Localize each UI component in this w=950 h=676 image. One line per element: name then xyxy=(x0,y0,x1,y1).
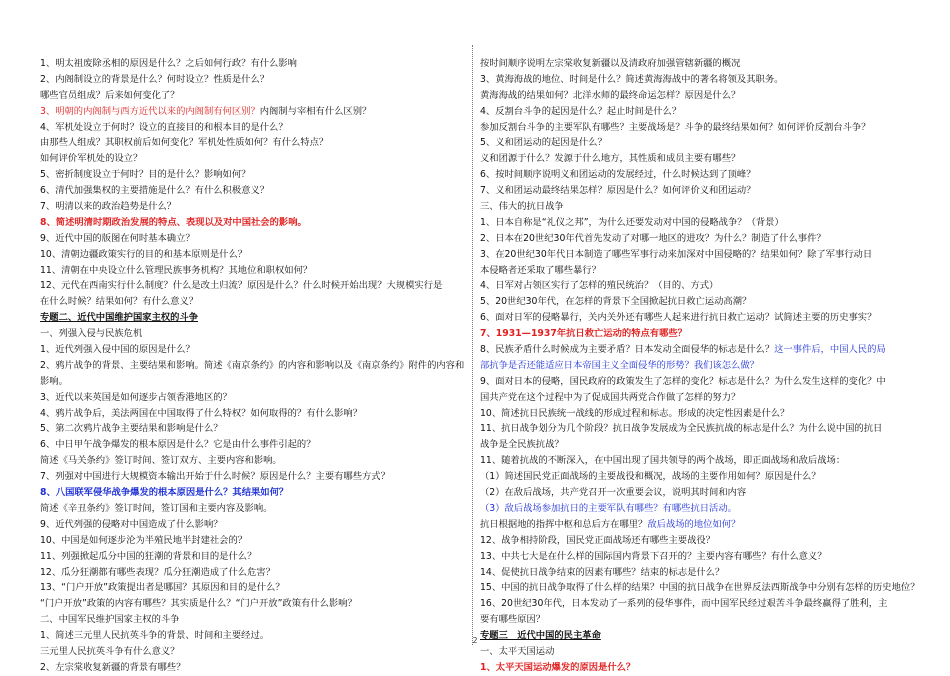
line-text: 7、列强对中国进行大规模资本输出开始于什么时候？原因是什么？主要有哪些方式？ xyxy=(40,471,390,483)
text-line xyxy=(480,120,920,136)
line-text: 2、日本在20世纪30年代首先发动了对哪一地区的进攻？为什么？制造了什么事件？ xyxy=(480,232,826,244)
text-line xyxy=(480,421,920,437)
line-text: 4、军机处设立于何时？设立的直接目的和根本目的是什么？ xyxy=(40,121,288,133)
text-line xyxy=(480,453,920,469)
text-line xyxy=(40,406,472,422)
text-line xyxy=(480,88,920,104)
line-text: 3、在20世纪30年代日本制造了哪些军事行动来加深对中国侵略的？结果如何？除了军事行动日 xyxy=(480,248,873,260)
text-line xyxy=(40,485,472,501)
line-text: 国共产党在这个过程中为了促成国共两党合作做了怎样的努力？ xyxy=(480,391,741,403)
text-line xyxy=(480,215,920,231)
line-text: 1、太平天国运动爆发的原因是什么？ xyxy=(480,661,636,673)
line-text: 影响。 xyxy=(40,375,68,387)
line-text: 部抗争是否还能适应日本帝国主义全面侵华的形势？我们该怎么做？ xyxy=(480,359,759,371)
line-text: 5、密折制度设立于何时？目的是什么？影响如何？ xyxy=(40,169,251,181)
text-line xyxy=(480,501,920,517)
text-line xyxy=(40,247,472,263)
text-line xyxy=(40,453,472,469)
line-text: 2、左宗棠收复新疆的背景有哪些？ xyxy=(40,661,186,673)
line-text: 1、日本自称是“礼仪之邦”，为什么还要发动对中国的侵略战争？（背景） xyxy=(480,216,784,228)
text-line xyxy=(480,580,920,596)
text-line xyxy=(480,469,920,485)
text-line xyxy=(40,120,472,136)
line-text: 要有哪些原因？ xyxy=(480,614,546,626)
text-line xyxy=(40,88,472,104)
text-line xyxy=(480,437,920,453)
line-text: 10、简述抗日民族统一战线的形成过程和标志。形成的决定性因素是什么？ xyxy=(480,407,790,419)
line-text: 2、鸦片战争的背景、主要结果和影响。简述《南京条约》的内容和影响以及《南京条约》附件的内容和 xyxy=(40,359,465,371)
text-line xyxy=(480,104,920,120)
text-line xyxy=(40,565,472,581)
line-text: 战争是全民族抗战？ xyxy=(480,439,564,451)
line-text: 简述《辛丑条约》签订时间，签订国和主要内容及影响。 xyxy=(40,502,273,514)
line-text: 12、瓜分狂潮都有哪些表现？瓜分狂潮造成了什么危害？ xyxy=(40,566,275,578)
line-text: 一、列强入侵与民族危机 xyxy=(40,328,143,340)
line-text: 11、随着抗战的不断深入，在中国出现了国共领导的两个战场，即正面战场和敌后战场： xyxy=(480,455,846,467)
line-text: 本侵略者还采取了哪些暴行？ xyxy=(480,264,601,276)
line-text: （3）敌后战场参加抗日的主要军队有哪些？有哪些抗日活动。 xyxy=(480,502,737,514)
line-text: 三、伟大的抗日战争 xyxy=(480,201,564,213)
text-line xyxy=(480,549,920,565)
text-line xyxy=(40,151,472,167)
line-text: （2）在敌后战场，共产党召开一次重要会议，说明其时间和内容 xyxy=(480,487,747,499)
text-line xyxy=(480,660,920,676)
line-text: 如何评价军机处的设立？ xyxy=(40,153,143,165)
line-text: （1）简述国民党正面战场的主要战役和概况，战场的主要作用如何？原因是什么？ xyxy=(480,471,821,483)
text-line xyxy=(40,612,472,628)
line-text: 10、中国是如何逐步沦为半殖民地半封建社会的？ xyxy=(40,534,248,546)
line-text: 13、“门户开放”政策提出者是哪国？其原因和目的是什么？ xyxy=(40,582,285,594)
text-line xyxy=(480,485,920,501)
text-line xyxy=(480,183,920,199)
line-text: 7、义和团运动最终结果怎样？原因是什么？如何评价义和团运动？ xyxy=(480,185,756,197)
line-text: 13、中共七大是在什么样的国际国内背景下召开的？主要内容有哪些？有什么意义？ xyxy=(480,550,827,562)
line-text: 专题二、近代中国维护国家主权的斗争 xyxy=(40,312,199,324)
text-line xyxy=(480,374,920,390)
text-line xyxy=(40,644,472,660)
line-text: 9、近代列强的侵略对中国造成了什么影响？ xyxy=(40,518,223,530)
line-text: 11、列强掀起瓜分中国的狂潮的背景和目的是什么？ xyxy=(40,550,257,562)
line-text: 4、反割台斗争的起因是什么？起止时间是什么？ xyxy=(480,105,682,117)
text-line xyxy=(480,358,920,374)
text-line xyxy=(40,72,472,88)
text-line xyxy=(40,310,472,326)
line-text: 在什么时候？结果如何？有什么意义？ xyxy=(40,296,199,308)
text-line xyxy=(40,374,472,390)
text-line xyxy=(480,644,920,660)
text-line xyxy=(40,549,472,565)
text-line xyxy=(480,517,920,533)
text-line xyxy=(40,580,472,596)
text-line xyxy=(40,263,472,279)
text-line xyxy=(480,390,920,406)
line-text: 11、抗日战争划分为几个阶段？抗日战争发展成为全民族抗战的标志是什么？为什么说中国的抗日 xyxy=(480,423,883,435)
text-line xyxy=(480,247,920,263)
text-line xyxy=(480,294,920,310)
text-line xyxy=(480,612,920,628)
text-line xyxy=(40,533,472,549)
line-text: 简述《马关条约》签订时间、签订双方、主要内容和影响。 xyxy=(40,455,282,467)
text-line xyxy=(40,421,472,437)
page-number: 2 xyxy=(472,636,478,645)
line-text: 8、民族矛盾什么时候成为主要矛盾？日本发动全面侵华的标志是什么？ xyxy=(480,344,775,356)
text-line xyxy=(480,533,920,549)
line-text: 16、20世纪30年代，日本发动了一系列的侵华事件，而中国军民经过艰苦斗争最终赢得了胜利，主 xyxy=(480,598,888,610)
line-text: 7、1931—1937年抗日救亡运动的特点有哪些？ xyxy=(480,328,687,340)
text-line xyxy=(40,501,472,517)
text-line xyxy=(40,596,472,612)
line-text: 1、简述三元里人民抗英斗争的背景、时间和主要经过。 xyxy=(40,630,270,642)
line-text: 5、第二次鸦片战争主要结果和影响是什么？ xyxy=(40,423,223,435)
line-text: 1、明太祖废除丞相的原因是什么？之后如何行政？有什么影响 xyxy=(40,58,297,69)
line-text: 哪些官员组成？后来如何变化了？ xyxy=(40,89,180,101)
line-text: 3、明朝的内阁制与西方近代以来的内阁制有何区别？ xyxy=(40,105,260,117)
text-line xyxy=(40,104,472,120)
line-text: 5、20世纪30年代，在怎样的背景下全国掀起抗日救亡运动高潮？ xyxy=(480,296,752,308)
line-text: 10、清朝边疆政策实行的目的和基本原则是什么？ xyxy=(40,248,248,260)
text-line xyxy=(40,294,472,310)
line-text: 4、鸦片战争后，美法两国在中国取得了什么特权？如何取得的？有什么影响？ xyxy=(40,407,363,419)
text-line xyxy=(40,231,472,247)
text-line xyxy=(480,56,920,72)
text-line xyxy=(40,56,472,72)
text-line xyxy=(40,326,472,342)
text-line xyxy=(40,469,472,485)
text-line xyxy=(40,278,472,294)
line-text: 3、黄海海战的地位、时间是什么？简述黄海海战中的著名将领及其职务。 xyxy=(480,73,784,85)
text-line xyxy=(480,151,920,167)
line-text: 专题三 近代中国的民主革命 xyxy=(480,630,601,642)
line-text: 按时间顺序说明左宗棠收复新疆以及清政府加强管辖新疆的概况 xyxy=(480,58,741,69)
column-divider xyxy=(472,45,473,645)
text-line xyxy=(480,596,920,612)
line-text: 2、内阁制设立的背景是什么？何时设立？性质是什么？ xyxy=(40,73,270,85)
text-line xyxy=(480,310,920,326)
text-line xyxy=(480,72,920,88)
text-line xyxy=(40,390,472,406)
text-line xyxy=(40,437,472,453)
text-line xyxy=(40,183,472,199)
line-text: 15、中国的抗日战争取得了什么样的结果？中国的抗日战争在世界反法西斯战争中分别有怎样的历史地位？ xyxy=(480,582,920,594)
line-text: 8、简述明清时期政治发展的特点、表现以及对中国社会的影响。 xyxy=(40,216,307,228)
line-text: 11、清朝在中央设立什么管理民族事务机构？其地位和职权如何？ xyxy=(40,264,313,276)
text-line xyxy=(40,135,472,151)
line-text: 5、义和团运动的起因是什么？ xyxy=(480,137,607,149)
text-line xyxy=(480,199,920,215)
line-text: 12、元代在西南实行什么制度？什么是改土归流？原因是什么？什么时候开始出现？大规模实行是 xyxy=(40,280,443,292)
line-text: 三元里人民抗英斗争有什么意义？ xyxy=(40,645,180,657)
text-line xyxy=(480,342,920,358)
text-line xyxy=(40,167,472,183)
text-line xyxy=(480,565,920,581)
line-text: 9、面对日本的侵略，国民政府的政策发生了怎样的变化？标志是什么？为什么发生这样的变化？中 xyxy=(480,375,886,387)
text-line xyxy=(480,263,920,279)
line-tail-text: 敌后战场的地位如何？ xyxy=(647,518,741,530)
line-text: 一、太平天国运动 xyxy=(480,645,555,657)
right-column xyxy=(480,56,920,676)
text-line xyxy=(40,358,472,374)
line-text: 6、面对日军的侵略暴行，关内关外还有哪些人起来进行抗日救亡运动？试简述主要的历史事实？ xyxy=(480,312,877,324)
line-tail-text: 这一事件后，中国人民的局 xyxy=(774,344,886,356)
line-text: 由那些人组成？其职权前后如何变化？军机处性质如何？有什么特点？ xyxy=(40,137,329,149)
line-text: 黄海海战的结果如何？北洋水师的最终命运怎样？原因是什么？ xyxy=(480,89,741,101)
text-line xyxy=(480,326,920,342)
text-line xyxy=(480,135,920,151)
line-tail-text: 内阁制与宰相有什么区别？ xyxy=(259,105,372,117)
line-text: 7、明清以来的政治趋势是什么？ xyxy=(40,201,177,213)
line-text: 12、战争相持阶段，国民党正面战场还有哪些主要战役？ xyxy=(480,534,715,546)
text-line xyxy=(480,167,920,183)
text-line xyxy=(480,278,920,294)
text-line xyxy=(480,406,920,422)
text-line xyxy=(480,231,920,247)
line-text: 义和团源于什么？发源于什么地方，其性质和成员主要有哪些？ xyxy=(480,153,741,165)
line-text: 抗日根据地的指挥中枢和总后方在哪里？ xyxy=(480,518,648,530)
line-text: 1、近代列强入侵中国的原因是什么？ xyxy=(40,344,195,356)
text-line xyxy=(40,660,472,676)
line-text: 9、近代中国的版图在何时基本确立？ xyxy=(40,232,195,244)
text-line xyxy=(40,517,472,533)
line-text: 6、中日甲午战争爆发的根本原因是什么？它是由什么事件引起的？ xyxy=(40,439,316,451)
line-text: 3、近代以来英国是如何逐步占领香港地区的？ xyxy=(40,391,232,403)
line-text: “门户开放”政策的内容有哪些？其实质是什么？“门户开放”政策有什么影响？ xyxy=(40,598,357,610)
line-text: 参加反割台斗争的主要军队有哪些？主要战场是？斗争的最终结果如何？如何评价反割台斗争？ xyxy=(480,121,871,133)
line-text: 二、中国军民维护国家主权的斗争 xyxy=(40,614,180,626)
left-column xyxy=(40,56,472,676)
line-text: 6、按时间顺序说明义和团运动的发展经过，什么时候达到了顶峰？ xyxy=(480,169,756,181)
line-text: 14、促使抗日战争结束的因素有哪些？结束的标志是什么？ xyxy=(480,566,725,578)
line-text: 6、清代加强集权的主要措施是什么？有什么积极意义？ xyxy=(40,185,270,197)
text-line xyxy=(40,342,472,358)
text-line xyxy=(40,199,472,215)
text-line xyxy=(40,215,472,231)
line-text: 4、日军对占领区实行了怎样的殖民统治？（目的、方式） xyxy=(480,280,719,292)
line-text: 8、八国联军侵华战争爆发的根本原因是什么？其结果如何？ xyxy=(40,487,289,499)
